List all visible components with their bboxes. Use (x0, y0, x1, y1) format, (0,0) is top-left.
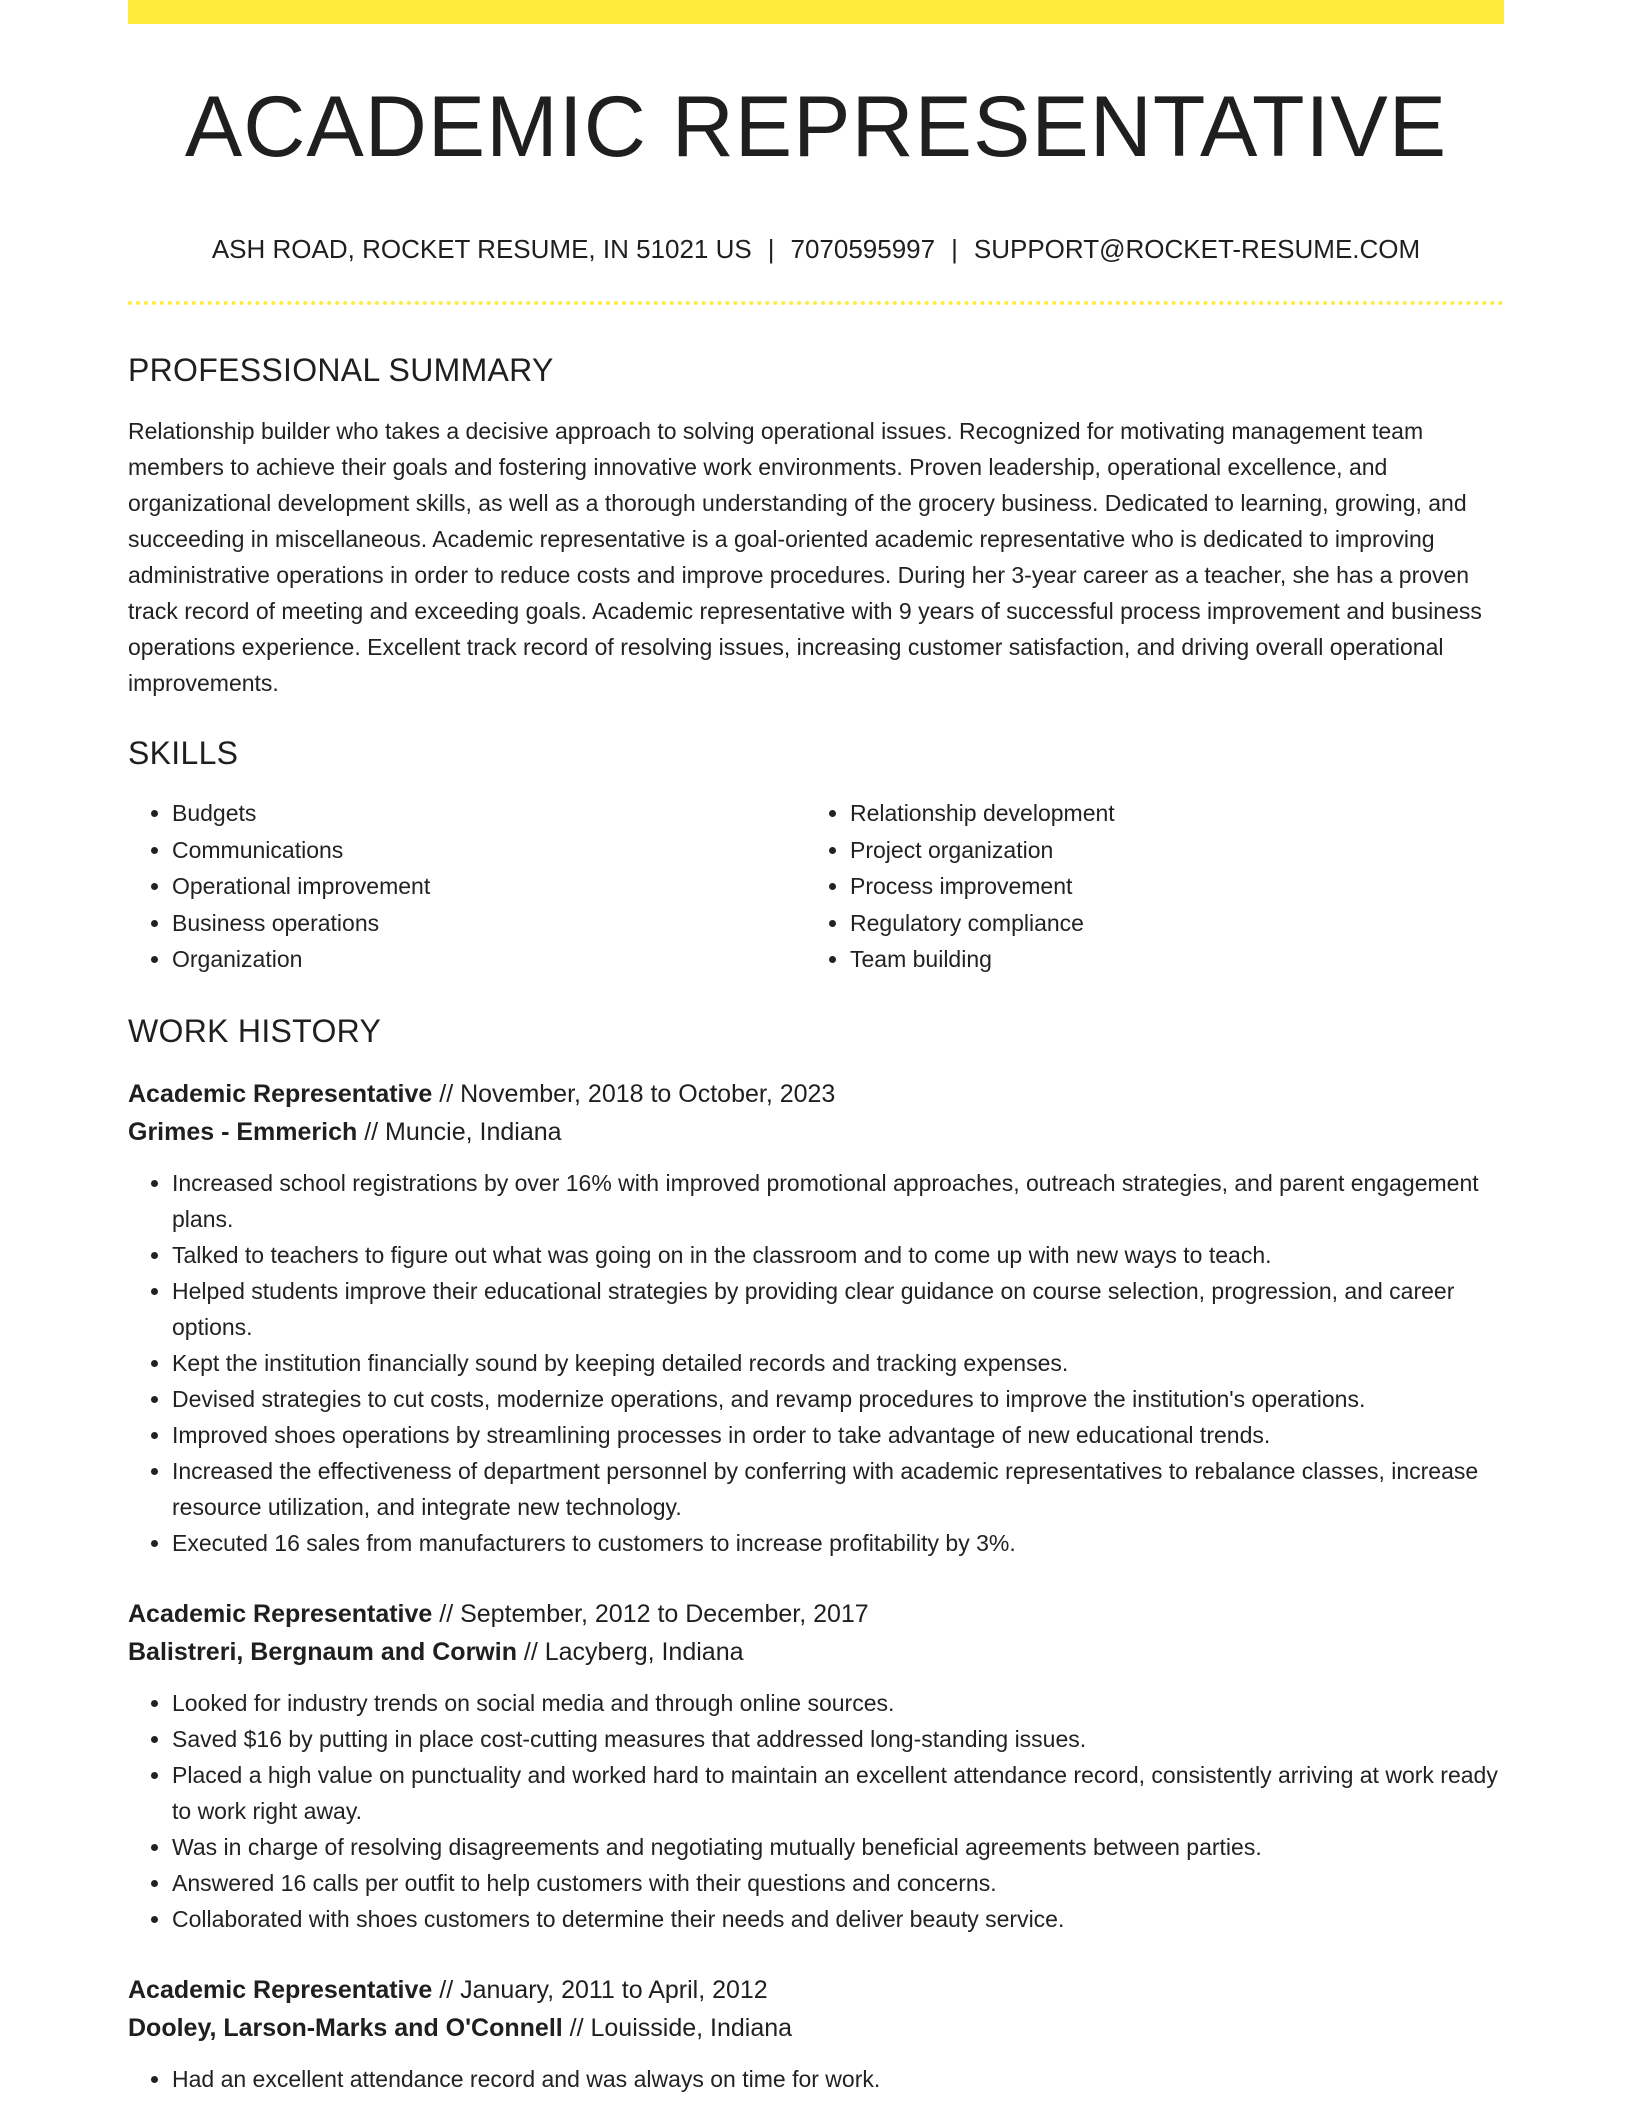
resume-page (128, 0, 1504, 2097)
skills-column-right (806, 795, 1484, 978)
job-bullet: • Was in charge of resolving disagreements and negotiating mutually beneficial agreements between parties. (172, 1829, 1504, 1865)
job-company-line (128, 1113, 1504, 1151)
job-company: Dooley, Larson-Marks and O'Connell (128, 2013, 563, 2042)
job-bullets (128, 1165, 1504, 1561)
job-bullet: • Talked to teachers to figure out what was going on in the classroom and to come up with new ways to teach. (172, 1237, 1504, 1273)
contact-separator: | (951, 234, 958, 264)
contact-line (128, 236, 1504, 262)
job-company-line (128, 1633, 1504, 1671)
contact-phone: 7070595997 (790, 234, 936, 264)
skill-item: • Project organization (850, 832, 1484, 869)
dotted-divider (128, 301, 1504, 305)
job-bullet: • Collaborated with shoes customers to determine their needs and deliver beauty service. (172, 1901, 1504, 1937)
job-bullet: • Kept the institution financially sound by keeping detailed records and tracking expenses. (172, 1345, 1504, 1381)
job-location: // Muncie, Indiana (357, 1117, 562, 1146)
skills-list (128, 795, 1504, 978)
job-bullet: • Improved shoes operations by streamlining processes in order to take advantage of new educational trends. (172, 1417, 1504, 1453)
job-bullet: • Executed 16 sales from manufacturers to customers to increase profitability by 3%. (172, 1525, 1504, 1561)
resume-name: ACADEMIC REPRESENTATIVE (184, 79, 1448, 175)
job-entry (128, 1595, 1504, 1937)
job-bullets (128, 2061, 1504, 2097)
job-bullet: • Looked for industry trends on social media and through online sources. (172, 1685, 1504, 1721)
skill-item: • Regulatory compliance (850, 905, 1484, 942)
summary-heading: PROFESSIONAL SUMMARY (128, 352, 554, 388)
job-company: Grimes - Emmerich (128, 1117, 358, 1146)
job-bullet: • Devised strategies to cut costs, modernize operations, and revamp procedures to improve the institution's operations. (172, 1381, 1504, 1417)
skill-item: • Relationship development (850, 795, 1484, 832)
job-bullet: • Saved $16 by putting in place cost-cutting measures that addressed long-standing issues. (172, 1721, 1504, 1757)
contact-address: ASH ROAD, ROCKET RESUME, IN 51021 US (211, 234, 752, 264)
contact-separator: | (767, 234, 775, 264)
job-bullet: • Helped students improve their educational strategies by providing clear guidance on course selection, progression, and career options. (172, 1273, 1504, 1345)
job-location: // Lacyberg, Indiana (516, 1637, 744, 1666)
job-bullet: • Increased school registrations by over 16% with improved promotional approaches, outreach strategies, and parent engagement plans. (172, 1165, 1504, 1237)
skill-item: • Organization (172, 941, 806, 978)
skill-item: • Business operations (172, 905, 806, 942)
skill-item: • Team building (850, 941, 1484, 978)
job-title-line (128, 1595, 1504, 1633)
job-role: Academic Representative (128, 1975, 433, 2004)
job-location: // Louisside, Indiana (562, 2013, 793, 2042)
job-title-line (128, 1075, 1504, 1113)
job-dates: // September, 2012 to December, 2017 (432, 1599, 869, 1628)
job-dates: // November, 2018 to October, 2023 (432, 1079, 836, 1108)
job-entry (128, 1075, 1504, 1561)
accent-top-bar (128, 0, 1504, 24)
work-history-heading: WORK HISTORY (128, 1012, 382, 1049)
summary-text: Relationship builder who takes a decisive approach to solving operational issues. Recognized for motivating management team members to achieve their goals and fostering innovative work environments. Proven leadership, operational excellence, and organizational development skills, as well as a thorough understanding of the grocery business. Dedicated to learning, growing, and succeeding in miscellaneous. Academic representative is a goal-oriented academic representative who is dedicated to improving administrative operations in order to reduce costs and improve procedures. During her 3-year career as a teacher, she has a proven track record of meeting and exceeding goals. Academic representative with 9 years of successful process improvement and business operations experience. Excellent track record of resolving issues, increasing customer satisfaction, and driving overall operational improvements. (128, 418, 1482, 696)
job-company: Balistreri, Bergnaum and Corwin (128, 1637, 517, 1666)
skills-heading: SKILLS (128, 735, 239, 771)
job-entry (128, 1971, 1504, 2097)
job-bullet: • Placed a high value on punctuality and worked hard to maintain an excellent attendance record, consistently arriving at work ready to work right away. (172, 1757, 1504, 1829)
skill-item: • Process improvement (850, 868, 1484, 905)
job-title-line (128, 1971, 1504, 2009)
job-bullets (128, 1685, 1504, 1937)
job-bullet: • Had an excellent attendance record and was always on time for work. (172, 2061, 1504, 2097)
job-dates: // January, 2011 to April, 2012 (432, 1975, 768, 2004)
job-bullet: • Answered 16 calls per outfit to help customers with their questions and concerns. (172, 1865, 1504, 1901)
skill-item: • Communications (172, 832, 806, 869)
job-role: Academic Representative (128, 1079, 433, 1108)
job-bullet: • Increased the effectiveness of department personnel by conferring with academic representatives to rebalance classes, increase resource utilization, and integrate new technology. (172, 1453, 1504, 1525)
skill-item: • Operational improvement (172, 868, 806, 905)
skill-item: • Budgets (172, 795, 806, 832)
contact-email: SUPPORT@ROCKET-RESUME.COM (973, 234, 1421, 264)
job-role: Academic Representative (128, 1599, 433, 1628)
job-company-line (128, 2009, 1504, 2047)
skills-column-left (128, 795, 806, 978)
